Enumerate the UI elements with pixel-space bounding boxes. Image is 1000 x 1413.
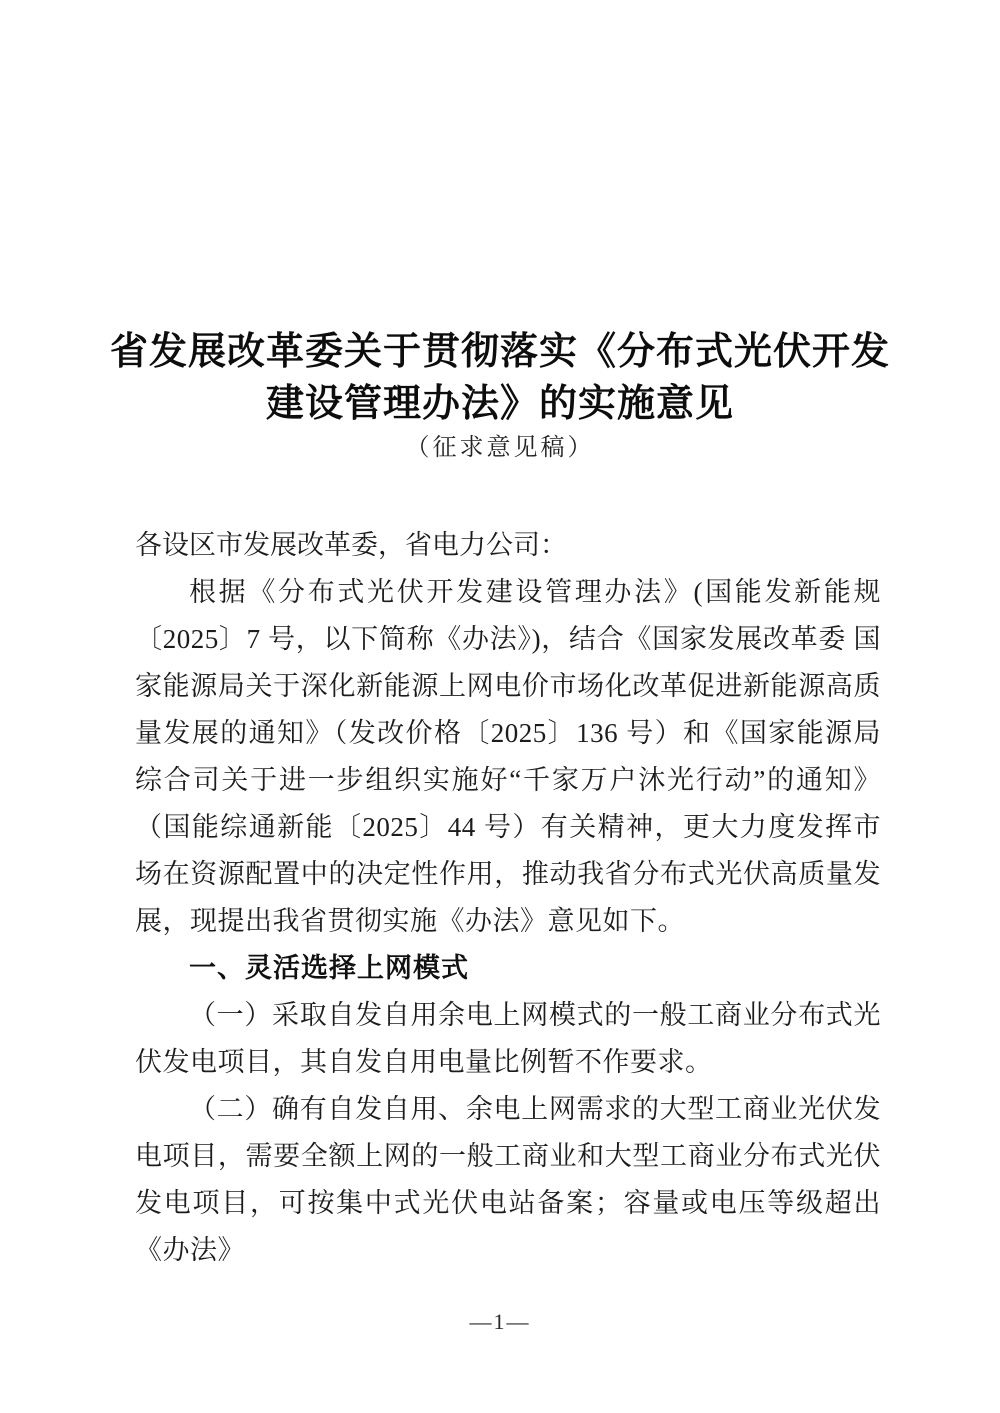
- paragraph-basis: 根据《分布式光伏开发建设管理办法》(国能发新能规〔2025〕7 号，以下简称《办法》)，结合《国家发展改革委 国家能源局关于深化新能源上网电价市场化改革促进新能源高质量发展的通知》（发改价格〔2025〕136 号）和《国家能源局综合司关于进一步组织实施好“千家万户沐光行动”的通知》（国能综通新能〔2025〕44 号）有关精神，更大力度发挥市场在资源配置中的决定性作用，推动我省分布式光伏高质量发展，现提出我省贯彻实施《办法》意见如下。: [135, 577, 881, 936]
- salutation-line: 各设区市发展改革委，省电力公司：: [135, 530, 567, 560]
- page-number: —1—: [469, 1309, 531, 1334]
- paragraph-item-1: （一）采取自发自用余电上网模式的一般工商业分布式光伏发电项目，其自发自用电量比例暂不作要求。: [135, 1000, 881, 1077]
- document-body: [135, 522, 881, 1274]
- document-title-line-2: 建设管理办法》的实施意见: [265, 383, 734, 425]
- section-heading-1: 一、灵活选择上网模式: [189, 953, 469, 983]
- document-title-line-1: 省发展改革委关于贯彻落实《分布式光伏开发: [109, 331, 890, 373]
- paragraph-item-2: （二）确有自发自用、余电上网需求的大型工商业光伏发电项目，需要全额上网的一般工商业和大型工商业分布式光伏发电项目，可按集中式光伏电站备案；容量或电压等级超出《办法》: [135, 1094, 881, 1265]
- document-subtitle: （征求意见稿）: [405, 435, 595, 461]
- document-title: [100, 326, 900, 430]
